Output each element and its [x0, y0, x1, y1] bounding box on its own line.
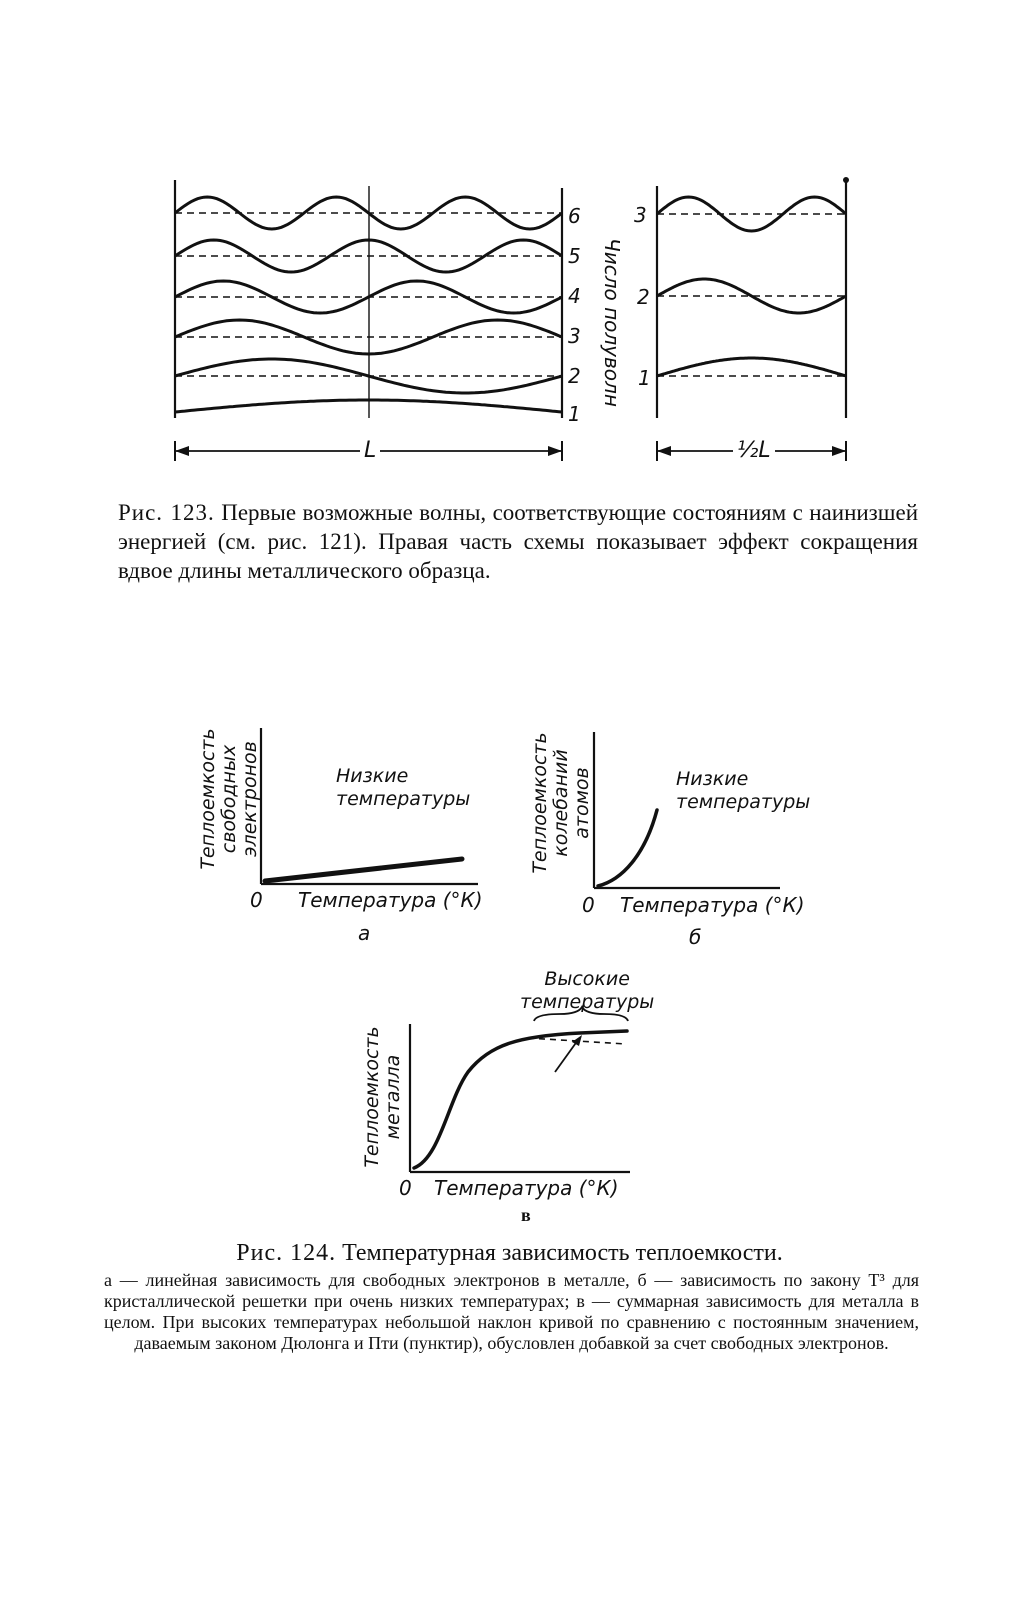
figure-124-caption-body: а — линейная зависимость для свободных электронов в металле, б — зависимость по закону T³ для кристаллической решетки при очень низких температурах; в — суммарная зависимость для металла в целом. При высоких температурах небольшой наклон кривой по сравнению с постоянным значением, даваемым законом Дюлонга и Пти (пунктир), обусловлен добавкой за счет свободных электронов.: [104, 1270, 919, 1353]
mode-label-1: 1: [568, 402, 581, 426]
panel-b-sublabel: б: [689, 925, 702, 949]
panel-b-ylabel: Теплоемкость колебаний атомов: [529, 732, 593, 874]
length-label-half-L: ½L: [733, 438, 775, 463]
caption-124-title: Температурная зависимость теплоемкости.: [342, 1240, 783, 1266]
panel-a-origin: 0: [250, 888, 263, 912]
caption-123-prefix: Рис. 123.: [118, 500, 215, 525]
panel-c-xlabel: Температура (°К): [434, 1176, 619, 1200]
panel-a-ylabel: Теплоемкость свободных электронов: [197, 728, 261, 870]
right-mode-label-1: 1: [638, 366, 651, 390]
caption-123-text: Первые возможные волны, соответствующие состояниям с наинизшей энергией (см. рис. 121). Правая часть схемы показывает эффект сокращения вдвое длины металлического образца.: [118, 500, 918, 583]
panel-c-sublabel: в: [521, 1205, 531, 1225]
right-mode-label-3: 3: [634, 203, 647, 227]
panel-b-region-label: Низкие температуры: [676, 768, 811, 813]
panel-b-curve: [598, 810, 657, 886]
right-mode-label-2: 2: [637, 285, 650, 309]
panel-c-region-label: Высокие температуры: [520, 968, 655, 1013]
panel-a-xlabel: Температура (°К): [298, 888, 483, 912]
panel-c-origin: 0: [399, 1176, 412, 1200]
panel-a-region-label: Низкие температуры: [336, 765, 471, 810]
panel-b-origin: 0: [582, 893, 595, 917]
mode-label-5: 5: [568, 244, 581, 268]
mode-label-4: 4: [568, 284, 581, 308]
panel-c-ylabel: Теплоемкость металла: [361, 1026, 404, 1168]
panel-a-sublabel: а: [358, 921, 371, 945]
mode-label-3: 3: [568, 324, 581, 348]
mode-label-6: 6: [568, 204, 581, 228]
caption-124-prefix: Рис. 124.: [236, 1240, 337, 1266]
panel-b-xlabel: Температура (°К): [620, 893, 805, 917]
panel-c-graph: [410, 1007, 630, 1172]
panel-c-curve: [414, 1031, 627, 1168]
panel-a-curve: [265, 859, 462, 881]
panel-c-arrow-line: [555, 1040, 578, 1072]
mode-label-2: 2: [568, 364, 581, 388]
length-label-L: L: [360, 438, 380, 463]
figure-124-caption-title: [0, 1240, 1019, 1267]
half-wave-count-label: Число полуволн: [600, 238, 624, 407]
